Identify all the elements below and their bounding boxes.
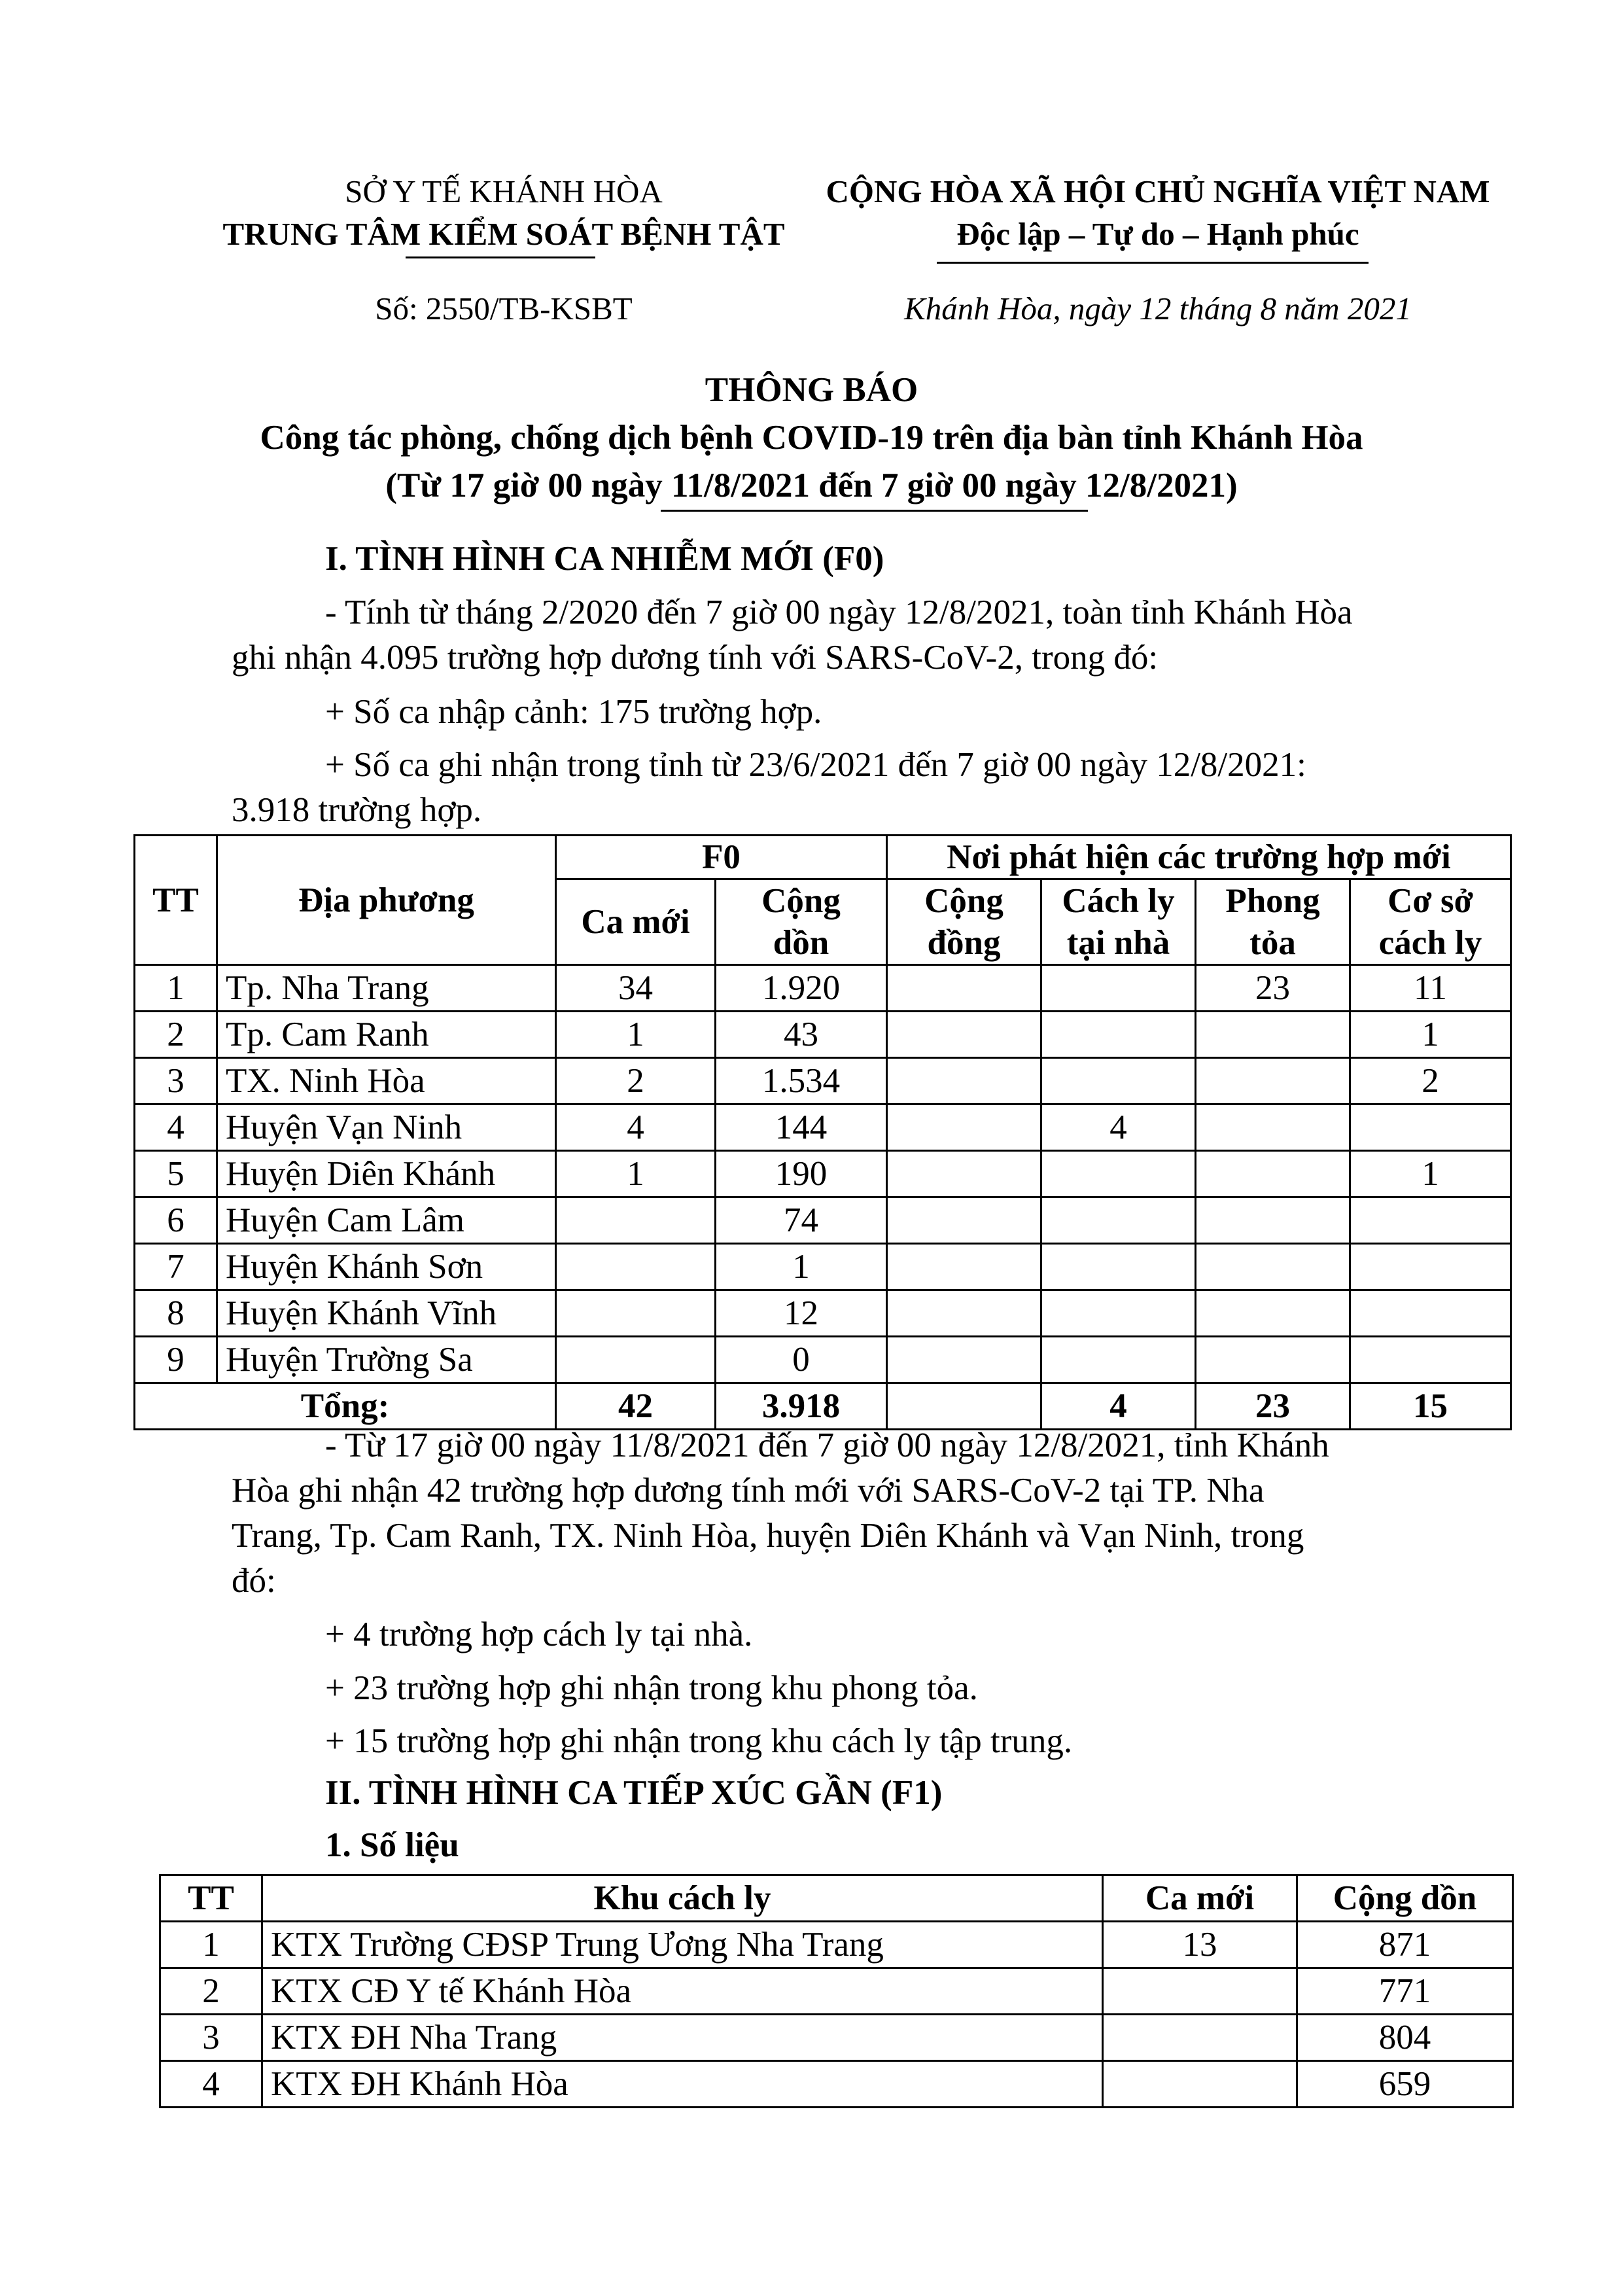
header-locality: Địa phương xyxy=(217,836,556,965)
table-cell: 190 xyxy=(716,1151,887,1197)
section-1-paragraph-1 xyxy=(232,590,1459,635)
table-cell xyxy=(1041,1151,1196,1197)
new-cases-paragraph-line-2: Hòa ghi nhận 42 trường hợp dương tính mới với SARS-CoV-2 tại TP. Nha xyxy=(232,1472,1265,1510)
place-and-date: Khánh Hòa, ngày 12 tháng 8 năm 2021 xyxy=(904,291,1412,327)
table-cell xyxy=(556,1337,716,1383)
table-cell xyxy=(1196,1151,1350,1197)
motto-underline xyxy=(937,262,1369,264)
local-cases-bullet-line-1: + Số ca ghi nhận trong tỉnh từ 23/6/2021 đến 7 giờ 00 ngày 12/8/2021: xyxy=(325,746,1306,784)
table-cell xyxy=(1041,1058,1196,1104)
table-cell xyxy=(1350,1197,1511,1244)
table-cell: 4 xyxy=(135,1104,217,1151)
table-row xyxy=(135,1058,1511,1104)
table-cell xyxy=(1350,1290,1511,1337)
table-row xyxy=(135,1012,1511,1058)
table-cell xyxy=(1350,1337,1511,1383)
header-cumulative: Cộng dồn xyxy=(716,879,887,965)
table-cell: 74 xyxy=(716,1197,887,1244)
table-cell: 1 xyxy=(160,1922,262,1968)
table-cell: Huyện Vạn Ninh xyxy=(217,1104,556,1151)
table-cell: 23 xyxy=(1196,965,1350,1012)
table-cell xyxy=(887,965,1041,1012)
table-cell: 5 xyxy=(135,1151,217,1197)
header-lockdown: Phong tỏa xyxy=(1196,879,1350,965)
header-new-cases: Ca mới xyxy=(1103,1875,1297,1922)
table-row xyxy=(160,1922,1513,1968)
f0-cases-table xyxy=(133,834,1512,1430)
header-tt: TT xyxy=(160,1875,262,1922)
table-cell: 13 xyxy=(1103,1922,1297,1968)
table-cell: 1 xyxy=(135,965,217,1012)
country-name: CỘNG HÒA XÃ HỘI CHỦ NGHĨA VIỆT NAM xyxy=(826,173,1490,209)
table-row xyxy=(135,1104,1511,1151)
table-cell: Tp. Nha Trang xyxy=(217,965,556,1012)
table-cell: 2 xyxy=(556,1058,716,1104)
table-cell xyxy=(556,1244,716,1290)
header-tt: TT xyxy=(135,836,217,965)
table-cell xyxy=(887,1058,1041,1104)
section-2-heading: II. TÌNH HÌNH CA TIẾP XÚC GẦN (F1) xyxy=(325,1774,943,1812)
total-lockdown: 23 xyxy=(1196,1383,1350,1430)
table-cell: 3 xyxy=(135,1058,217,1104)
table-cell: 871 xyxy=(1297,1922,1513,1968)
table-cell: 7 xyxy=(135,1244,217,1290)
table-cell: 1 xyxy=(716,1244,887,1290)
national-motto: Độc lập – Tự do – Hạnh phúc xyxy=(956,216,1359,252)
header-f0: F0 xyxy=(556,836,887,879)
table-cell xyxy=(887,1244,1041,1290)
import-cases-bullet: + Số ca nhập cảnh: 175 trường hợp. xyxy=(325,693,822,731)
document-number: Số: 2550/TB-KSBT xyxy=(375,291,633,327)
table-cell xyxy=(1041,1337,1196,1383)
total-cumulative: 3.918 xyxy=(716,1383,887,1430)
header-isolation-facility: Cơ sở cách ly xyxy=(1350,879,1511,965)
table-cell: 2 xyxy=(160,1968,262,2015)
document-period: (Từ 17 giờ 00 ngày 11/8/2021 đến 7 giờ 00 ngày 12/8/2021) xyxy=(385,467,1238,504)
table-cell: 144 xyxy=(716,1104,887,1151)
local-cases-bullet-line-2: 3.918 trường hợp. xyxy=(232,791,482,829)
table-cell: 2 xyxy=(135,1012,217,1058)
agency-department: TRUNG TÂM KIỂM SOÁT BỆNH TẬT xyxy=(222,216,785,252)
table-cell: 1 xyxy=(556,1151,716,1197)
title-underline xyxy=(661,510,1088,512)
table-cell xyxy=(887,1151,1041,1197)
table-cell xyxy=(1103,1968,1297,2015)
document-subject: Công tác phòng, chống dịch bệnh COVID-19 trên địa bàn tỉnh Khánh Hòa xyxy=(260,419,1363,457)
header-new-cases: Ca mới xyxy=(556,879,716,965)
table-cell: 11 xyxy=(1350,965,1511,1012)
table-cell xyxy=(1196,1244,1350,1290)
table-cell xyxy=(1103,2015,1297,2061)
table-row xyxy=(160,1968,1513,2015)
table-cell: 6 xyxy=(135,1197,217,1244)
table-cell xyxy=(887,1290,1041,1337)
table-cell: 34 xyxy=(556,965,716,1012)
table-cell: 804 xyxy=(1297,2015,1513,2061)
agency-name: SỞ Y TẾ KHÁNH HÒA xyxy=(345,173,663,209)
table-row xyxy=(135,1337,1511,1383)
table-cell: KTX CĐ Y tế Khánh Hòa xyxy=(262,1968,1103,2015)
table-row xyxy=(135,1151,1511,1197)
table-cell xyxy=(887,1104,1041,1151)
total-label: Tổng: xyxy=(135,1383,556,1430)
table-cell xyxy=(1041,1244,1196,1290)
table-cell xyxy=(1196,1337,1350,1383)
table-cell: 43 xyxy=(716,1012,887,1058)
table-cell: 1 xyxy=(1350,1151,1511,1197)
table-header-row xyxy=(160,1875,1513,1922)
new-cases-paragraph-line-1: - Từ 17 giờ 00 ngày 11/8/2021 đến 7 giờ 00 ngày 12/8/2021, tỉnh Khánh xyxy=(325,1426,1329,1464)
table-row xyxy=(135,1197,1511,1244)
table-cell: 0 xyxy=(716,1337,887,1383)
home-isolation-bullet: + 4 trường hợp cách ly tại nhà. xyxy=(325,1616,753,1653)
table-cell: KTX Trường CĐSP Trung Ương Nha Trang xyxy=(262,1922,1103,1968)
table-cell xyxy=(1196,1104,1350,1151)
table-cell: Huyện Diên Khánh xyxy=(217,1151,556,1197)
new-cases-paragraph-line-4: đó: xyxy=(232,1562,276,1600)
section-2-subheading: 1. Số liệu xyxy=(325,1826,459,1864)
document-title: THÔNG BÁO xyxy=(705,371,918,409)
table-row xyxy=(135,965,1511,1012)
header-community: Cộng đồng xyxy=(887,879,1041,965)
table-cell: 1.534 xyxy=(716,1058,887,1104)
table-cell xyxy=(887,1012,1041,1058)
table-cell xyxy=(1041,1290,1196,1337)
header-home-isolation: Cách ly tại nhà xyxy=(1041,879,1196,965)
table-cell: KTX ĐH Khánh Hòa xyxy=(262,2061,1103,2108)
table-cell: KTX ĐH Nha Trang xyxy=(262,2015,1103,2061)
total-new: 42 xyxy=(556,1383,716,1430)
table-cell: TX. Ninh Hòa xyxy=(217,1058,556,1104)
table-row xyxy=(135,1290,1511,1337)
table-cell: 8 xyxy=(135,1290,217,1337)
table-cell xyxy=(887,1197,1041,1244)
table-cell xyxy=(1041,1012,1196,1058)
table-cell: Huyện Khánh Sơn xyxy=(217,1244,556,1290)
section-1-paragraph-1-line-2: ghi nhận 4.095 trường hợp dương tính với SARS-CoV-2, trong đó: xyxy=(232,639,1159,677)
table-cell: 1 xyxy=(1350,1012,1511,1058)
table-cell xyxy=(556,1290,716,1337)
section-1-heading: I. TÌNH HÌNH CA NHIỄM MỚI (F0) xyxy=(325,540,884,578)
section-1-paragraph-1-line-1: - Tính từ tháng 2/2020 đến 7 giờ 00 ngày 12/8/2021, toàn tỉnh Khánh Hòa xyxy=(325,593,1353,631)
table-cell xyxy=(1041,1197,1196,1244)
table-cell xyxy=(556,1197,716,1244)
header-cumulative: Cộng dồn xyxy=(1297,1875,1513,1922)
table-cell xyxy=(1196,1012,1350,1058)
table-cell xyxy=(1196,1058,1350,1104)
table-cell: Huyện Cam Lâm xyxy=(217,1197,556,1244)
table-cell xyxy=(1103,2061,1297,2108)
f1-isolation-table xyxy=(159,1874,1514,2108)
table-cell: 1 xyxy=(556,1012,716,1058)
table-cell: 12 xyxy=(716,1290,887,1337)
total-home: 4 xyxy=(1041,1383,1196,1430)
table-cell: 4 xyxy=(160,2061,262,2108)
table-cell: 771 xyxy=(1297,1968,1513,2015)
total-community xyxy=(887,1383,1041,1430)
new-cases-paragraph-line-3: Trang, Tp. Cam Ranh, TX. Ninh Hòa, huyện Diên Khánh và Vạn Ninh, trong xyxy=(232,1517,1304,1555)
table-cell: 659 xyxy=(1297,2061,1513,2108)
table-total-row xyxy=(135,1383,1511,1430)
table-row xyxy=(135,1244,1511,1290)
table-cell: 1.920 xyxy=(716,965,887,1012)
table-cell xyxy=(1196,1290,1350,1337)
table-cell: Huyện Khánh Vĩnh xyxy=(217,1290,556,1337)
table-cell: 4 xyxy=(1041,1104,1196,1151)
table-cell xyxy=(1350,1104,1511,1151)
table-cell: 2 xyxy=(1350,1058,1511,1104)
table-cell xyxy=(1196,1197,1350,1244)
table-cell: Huyện Trường Sa xyxy=(217,1337,556,1383)
agency-underline xyxy=(406,256,595,258)
header-isolation-area: Khu cách ly xyxy=(262,1875,1103,1922)
table-cell xyxy=(887,1337,1041,1383)
lockdown-bullet: + 23 trường hợp ghi nhận trong khu phong tỏa. xyxy=(325,1669,978,1707)
table-cell xyxy=(1350,1244,1511,1290)
table-cell: 4 xyxy=(556,1104,716,1151)
table-header-row xyxy=(135,836,1511,879)
header-detection: Nơi phát hiện các trường hợp mới xyxy=(887,836,1511,879)
total-facility: 15 xyxy=(1350,1383,1511,1430)
table-cell: 9 xyxy=(135,1337,217,1383)
table-cell: Tp. Cam Ranh xyxy=(217,1012,556,1058)
table-cell xyxy=(1041,965,1196,1012)
facility-bullet: + 15 trường hợp ghi nhận trong khu cách ly tập trung. xyxy=(325,1722,1073,1760)
table-row xyxy=(160,2061,1513,2108)
table-cell: 3 xyxy=(160,2015,262,2061)
table-row xyxy=(160,2015,1513,2061)
